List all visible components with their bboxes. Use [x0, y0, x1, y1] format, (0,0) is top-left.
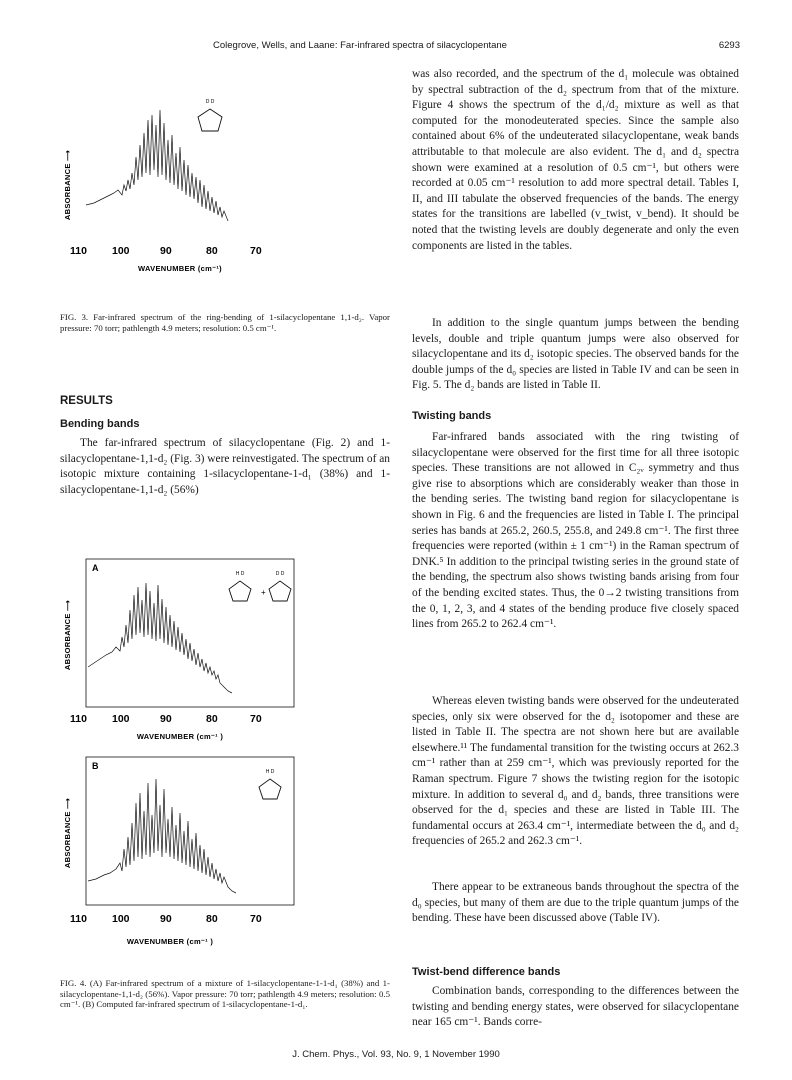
fig4b-spectrum-trace	[88, 779, 236, 893]
page-number: 6293	[718, 40, 740, 51]
twist-bend-heading: Twist-bend difference bands	[412, 966, 561, 978]
svg-text:90: 90	[160, 913, 172, 925]
fig3-ticks	[70, 245, 262, 257]
bending-paragraph: The far-infrared spectrum of silacyclopentane (Fig. 2) and 1-silacyclopentane-1,1-d₂ (Fig. 3) were reinvestigated. The spectrum of an isotopic mixture containing 1-silacyclopentane-1-d₁ (38%) and 1-silacyclopentane-1,1-d₂ (56%)	[60, 437, 390, 496]
svg-text:D D: D D	[275, 571, 285, 577]
fig4a-panel-label: A	[92, 563, 99, 573]
figure-3-spectrum	[60, 85, 300, 280]
results-heading: RESULTS	[60, 395, 113, 407]
svg-text:+: +	[261, 588, 266, 597]
running-title: Colegrove, Wells, and Laane: Far-infrared spectra of silacyclopentane	[213, 40, 507, 51]
fig3-ylabel: ABSORBANCE ⟶	[63, 149, 72, 221]
fig4a-spectrum-trace	[88, 583, 232, 693]
fig4b-molecule	[259, 769, 281, 799]
svg-text:90: 90	[160, 713, 172, 725]
fig4b-xlabel: WAVENUMBER (cm⁻¹ )	[126, 937, 214, 946]
figure-4b	[60, 753, 300, 953]
svg-text:110: 110	[70, 245, 87, 257]
fig4a-ticks	[70, 713, 262, 725]
figure-4-caption: FIG. 4. (A) Far-infrared spectrum of a mixture of 1-silacyclopentane-1-1-d₁ (38%) and 1-silacyclopentane-1,1-d₂ (56%). Vapor pressure: 70 torr; pathlength 4.9 meters; resolution: 0.5 cm⁻¹. (B) Computed far-infrared spectrum of 1-silacyclopentane-1-d₁.	[60, 978, 390, 1009]
svg-text:80: 80	[206, 713, 218, 725]
figure-4a	[60, 555, 300, 745]
right-paragraph-5: There appear to be extraneous bands throughout the spectra of the d₀ species, but many of them are due to the triple quantum jumps of the bending. These have been discussed above (Table IV).	[412, 881, 739, 925]
fig3-xlabel: WAVENUMBER (cm⁻¹)	[138, 264, 222, 273]
fig4a-molecules	[229, 571, 291, 601]
fig3-spectrum-trace	[86, 110, 228, 221]
svg-text:H D: H D	[235, 571, 245, 577]
svg-text:100: 100	[112, 713, 130, 725]
fig4b-panel-label: B	[92, 761, 99, 771]
twisting-bands-heading: Twisting bands	[412, 410, 492, 422]
figure-3-caption: FIG. 3. Far-infrared spectrum of the ring-bending of 1-silacyclopentane 1,1-d₂. Vapor pressure: 70 torr; pathlength 4.9 meters; resolution: 0.5 cm⁻¹.	[60, 312, 390, 333]
journal-footer: J. Chem. Phys., Vol. 93, No. 9, 1 November 1990	[292, 1049, 500, 1060]
right-paragraph-3: Far-infrared bands associated with the ring twisting of silacyclopentane were observed for the first time for all three isotopic species. These transitions are not allowed in C₂ᵥ symmetry and thus give rise to absorptions which are considerably weaker than those in the bending series. The twisting band region for silacyclopentane is shown in Fig. 6 and the frequencies are listed in Table I. The principal series has bands at 265.2, 260.5, 255.8, and 249.8 cm⁻¹. The first three frequencies were reported (within ± 1 cm⁻¹) in the Raman spectrum of DNK.⁵ In addition to the principal twisting series in the ground state of the bending, the spectrum also shows twisting bands arising from four of the bending excited states. Thus, the 0→2 twisting transitions from the 0, 1, 2, 3, and 4 states of the bending produce five closely spaced lines from 265.2 to 262.4 cm⁻¹.	[412, 431, 739, 631]
svg-text:110: 110	[70, 713, 87, 725]
right-paragraph-4: Whereas eleven twisting bands were observed for the undeuterated species, only six were observed for the d₂ isotopomer and these are listed in Table II. The spectra are not shown here but are available elsewhere.¹¹ The fundamental transition for the twisting occurs at 262.3 cm⁻¹ rather than at 259 cm⁻¹, which was previously reported for the Raman spectrum. Figure 7 shows the twisting region for the isotopic mixture. In addition to several d₀ and d₂ bands, three transitions were observed for the d₁ species and these are listed in Table III. The fundamental occurs at 263.4 cm⁻¹, intermediate between the d₀ and d₂ frequencies of 265.2 and 262.3 cm⁻¹.	[412, 695, 739, 848]
figure-3	[60, 85, 300, 280]
svg-text:70: 70	[250, 913, 262, 925]
right-paragraph-2: In addition to the single quantum jumps between the bending levels, double and triple quantum jumps were also observed for silacyclopentane and its d₂ isotopic species. The observed bands for the double jumps of the d₀ species are listed in Table IV and can be seen in Fig. 5. The d₂ bands are listed in Table II.	[412, 317, 739, 392]
svg-text:D D: D D	[205, 99, 215, 105]
svg-text:100: 100	[112, 913, 130, 925]
svg-text:110: 110	[70, 913, 87, 925]
fig4b-ticks	[70, 913, 262, 925]
fig3-molecule	[198, 99, 222, 131]
svg-text:100: 100	[112, 245, 130, 257]
fig4a-ylabel: ABSORBANCE ⟶	[63, 599, 72, 671]
svg-text:70: 70	[250, 713, 262, 725]
svg-text:80: 80	[206, 913, 218, 925]
figure-4b-spectrum	[60, 753, 300, 953]
right-paragraph-6: Combination bands, corresponding to the differences between the twisting and bending energy states, were observed for silacyclopentane near 165 cm⁻¹. Bands corre-	[412, 985, 739, 1029]
svg-text:90: 90	[160, 245, 172, 257]
svg-text:70: 70	[250, 245, 262, 257]
svg-text:H D: H D	[265, 769, 275, 775]
fig4b-ylabel: ABSORBANCE ⟶	[63, 797, 72, 869]
figure-4a-spectrum	[60, 555, 300, 745]
fig4a-xlabel: WAVENUMBER (cm⁻¹ )	[136, 732, 224, 741]
bending-bands-heading: Bending bands	[60, 418, 140, 430]
svg-text:80: 80	[206, 245, 218, 257]
right-paragraph-1: was also recorded, and the spectrum of the d₁ molecule was obtained by spectral subtraction of the d₂ spectrum from that of the mixture. Figure 4 shows the spectrum of the d₁/d₂ mixture as well as that computed for the monodeuterated species. Since the sample also contained about 6% of the undeuterated silacyclopentane, weak bands attributable to that molecule are also evident. The d₁ and d₂ spectra shown were examined at a resolution of 0.5 cm⁻¹, but others were recorded at 0.05 cm⁻¹ resolution to add more spectral detail. Tables I, II, and III tabulate the observed frequencies of the bands. The energy states for the transitions are labelled (v_twist, v_bend). It should be noted that the twisting levels are doubly degenerate and only the even components are listed in the tables.	[412, 68, 739, 252]
